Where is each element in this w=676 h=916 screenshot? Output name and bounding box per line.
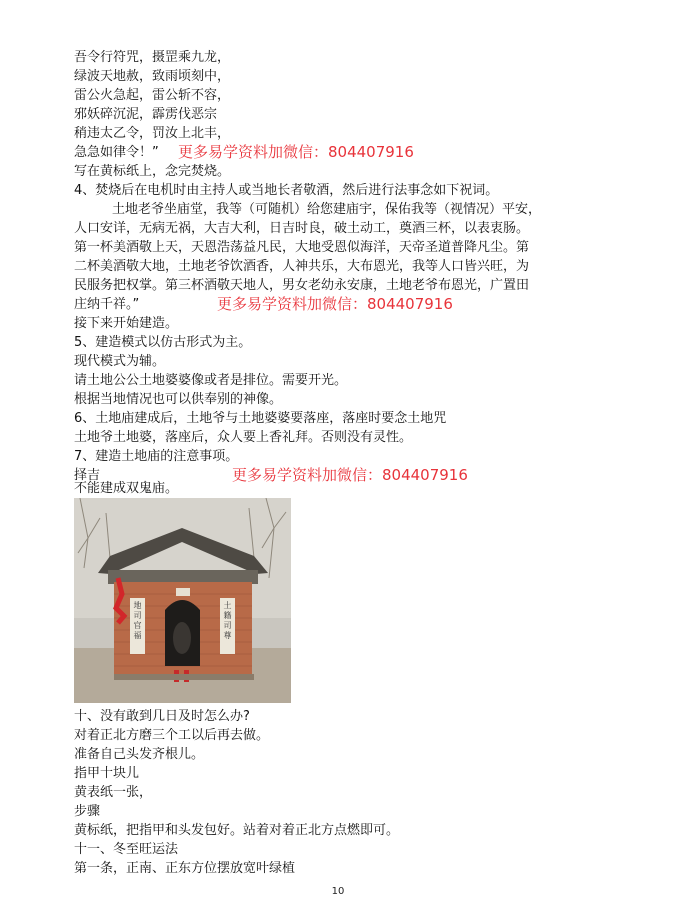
wechat-ad-text: 更多易学资料加微信：804407916: [178, 143, 414, 161]
shrine-couplet-right: 土籍司尊: [223, 601, 232, 640]
text-line: 请土地公公土地婆婆像或者是排位。需要开光。: [74, 373, 348, 388]
section-heading: 5、建造模式以仿古形式为主。: [74, 335, 252, 350]
wechat-ad-text: 更多易学资料加微信：804407916: [232, 466, 468, 484]
text-line: 人口安详，无病无祸，大吉大利，日吉时良，破土动工，奠酒三杯，以表衷肠。: [74, 221, 530, 236]
text-line: 接下来开始建造。: [74, 316, 179, 331]
section-heading: 7、建造土地庙的注意事项。: [74, 449, 239, 464]
text-line: 第一条，正南、正东方位摆放宽叶绿植: [74, 861, 296, 876]
text-line: 吾令行符咒，摄罡乘九龙，: [74, 50, 231, 65]
text-line: 写在黄标纸上，念完焚烧。: [74, 164, 231, 179]
text-line: 第一杯美酒敬上天，天恩浩荡益凡民，大地受恩似海洋，天帝圣道普降凡尘。第: [74, 240, 530, 255]
text-line: 黄表纸一张，: [74, 785, 153, 800]
text-line: 对着正北方磨三个工以后再去做。: [74, 728, 270, 743]
text-line: 黄标纸，把指甲和头发包好。站着对着正北方点燃即可。: [74, 823, 400, 838]
text-line: 绿波天地赦，致雨顷刻中，: [74, 69, 231, 84]
text-line: 急急如律令！”: [74, 145, 159, 160]
section-heading: 十、没有敢到几日及时怎么办?: [74, 709, 250, 724]
text-line: 土地老爷坐庙堂，我等（可随机）给您建庙宇，保佑我等（视情况）平安，: [112, 202, 542, 217]
page-number: 10: [331, 886, 345, 897]
wechat-ad-text: 更多易学资料加微信：804407916: [217, 295, 453, 313]
text-line: 现代模式为辅。: [74, 354, 166, 369]
text-line: 二杯美酒敬大地，土地老爷饮酒香，人神共乐，大布恩光，我等人口皆兴旺，为: [74, 259, 530, 274]
text-line: 民服务把权掌。第三杯酒敬天地人，男女老幼永安康，土地老爷布恩光，广置田: [74, 278, 530, 293]
text-line: 步骤: [74, 804, 101, 819]
text-line: 雷公火急起，雷公斩不容，: [74, 88, 231, 103]
section-heading: 4、焚烧后在电机时由主持人或当地长者敬酒，然后进行法事念如下祝词。: [74, 183, 499, 198]
text-line: 择吉: [74, 468, 101, 483]
text-line: 不能建成双鬼庙。: [74, 481, 179, 496]
section-heading: 十一、冬至旺运法: [74, 842, 179, 857]
text-line: 准备自己头发齐根儿。: [74, 747, 205, 762]
text-line: 根据当地情况也可以供奉别的神像。: [74, 392, 283, 407]
shrine-couplet-left: 地司官福: [133, 601, 142, 640]
text-line: 邪妖碎沉泥，霹雳伐恶宗: [74, 107, 218, 122]
section-heading: 6、土地庙建成后，土地爷与土地婆婆要落座，落座时要念土地咒: [74, 411, 447, 426]
text-line: 庄纳千祥。”: [74, 297, 140, 312]
text-line: 指甲十块儿: [74, 766, 140, 781]
earth-god-shrine-photo: [74, 498, 291, 703]
text-line: 稍违太乙令，罚汝上北丰，: [74, 126, 231, 141]
text-line: 土地爷土地婆，落座后，众人要上香礼拜。否则没有灵性。: [74, 430, 413, 445]
